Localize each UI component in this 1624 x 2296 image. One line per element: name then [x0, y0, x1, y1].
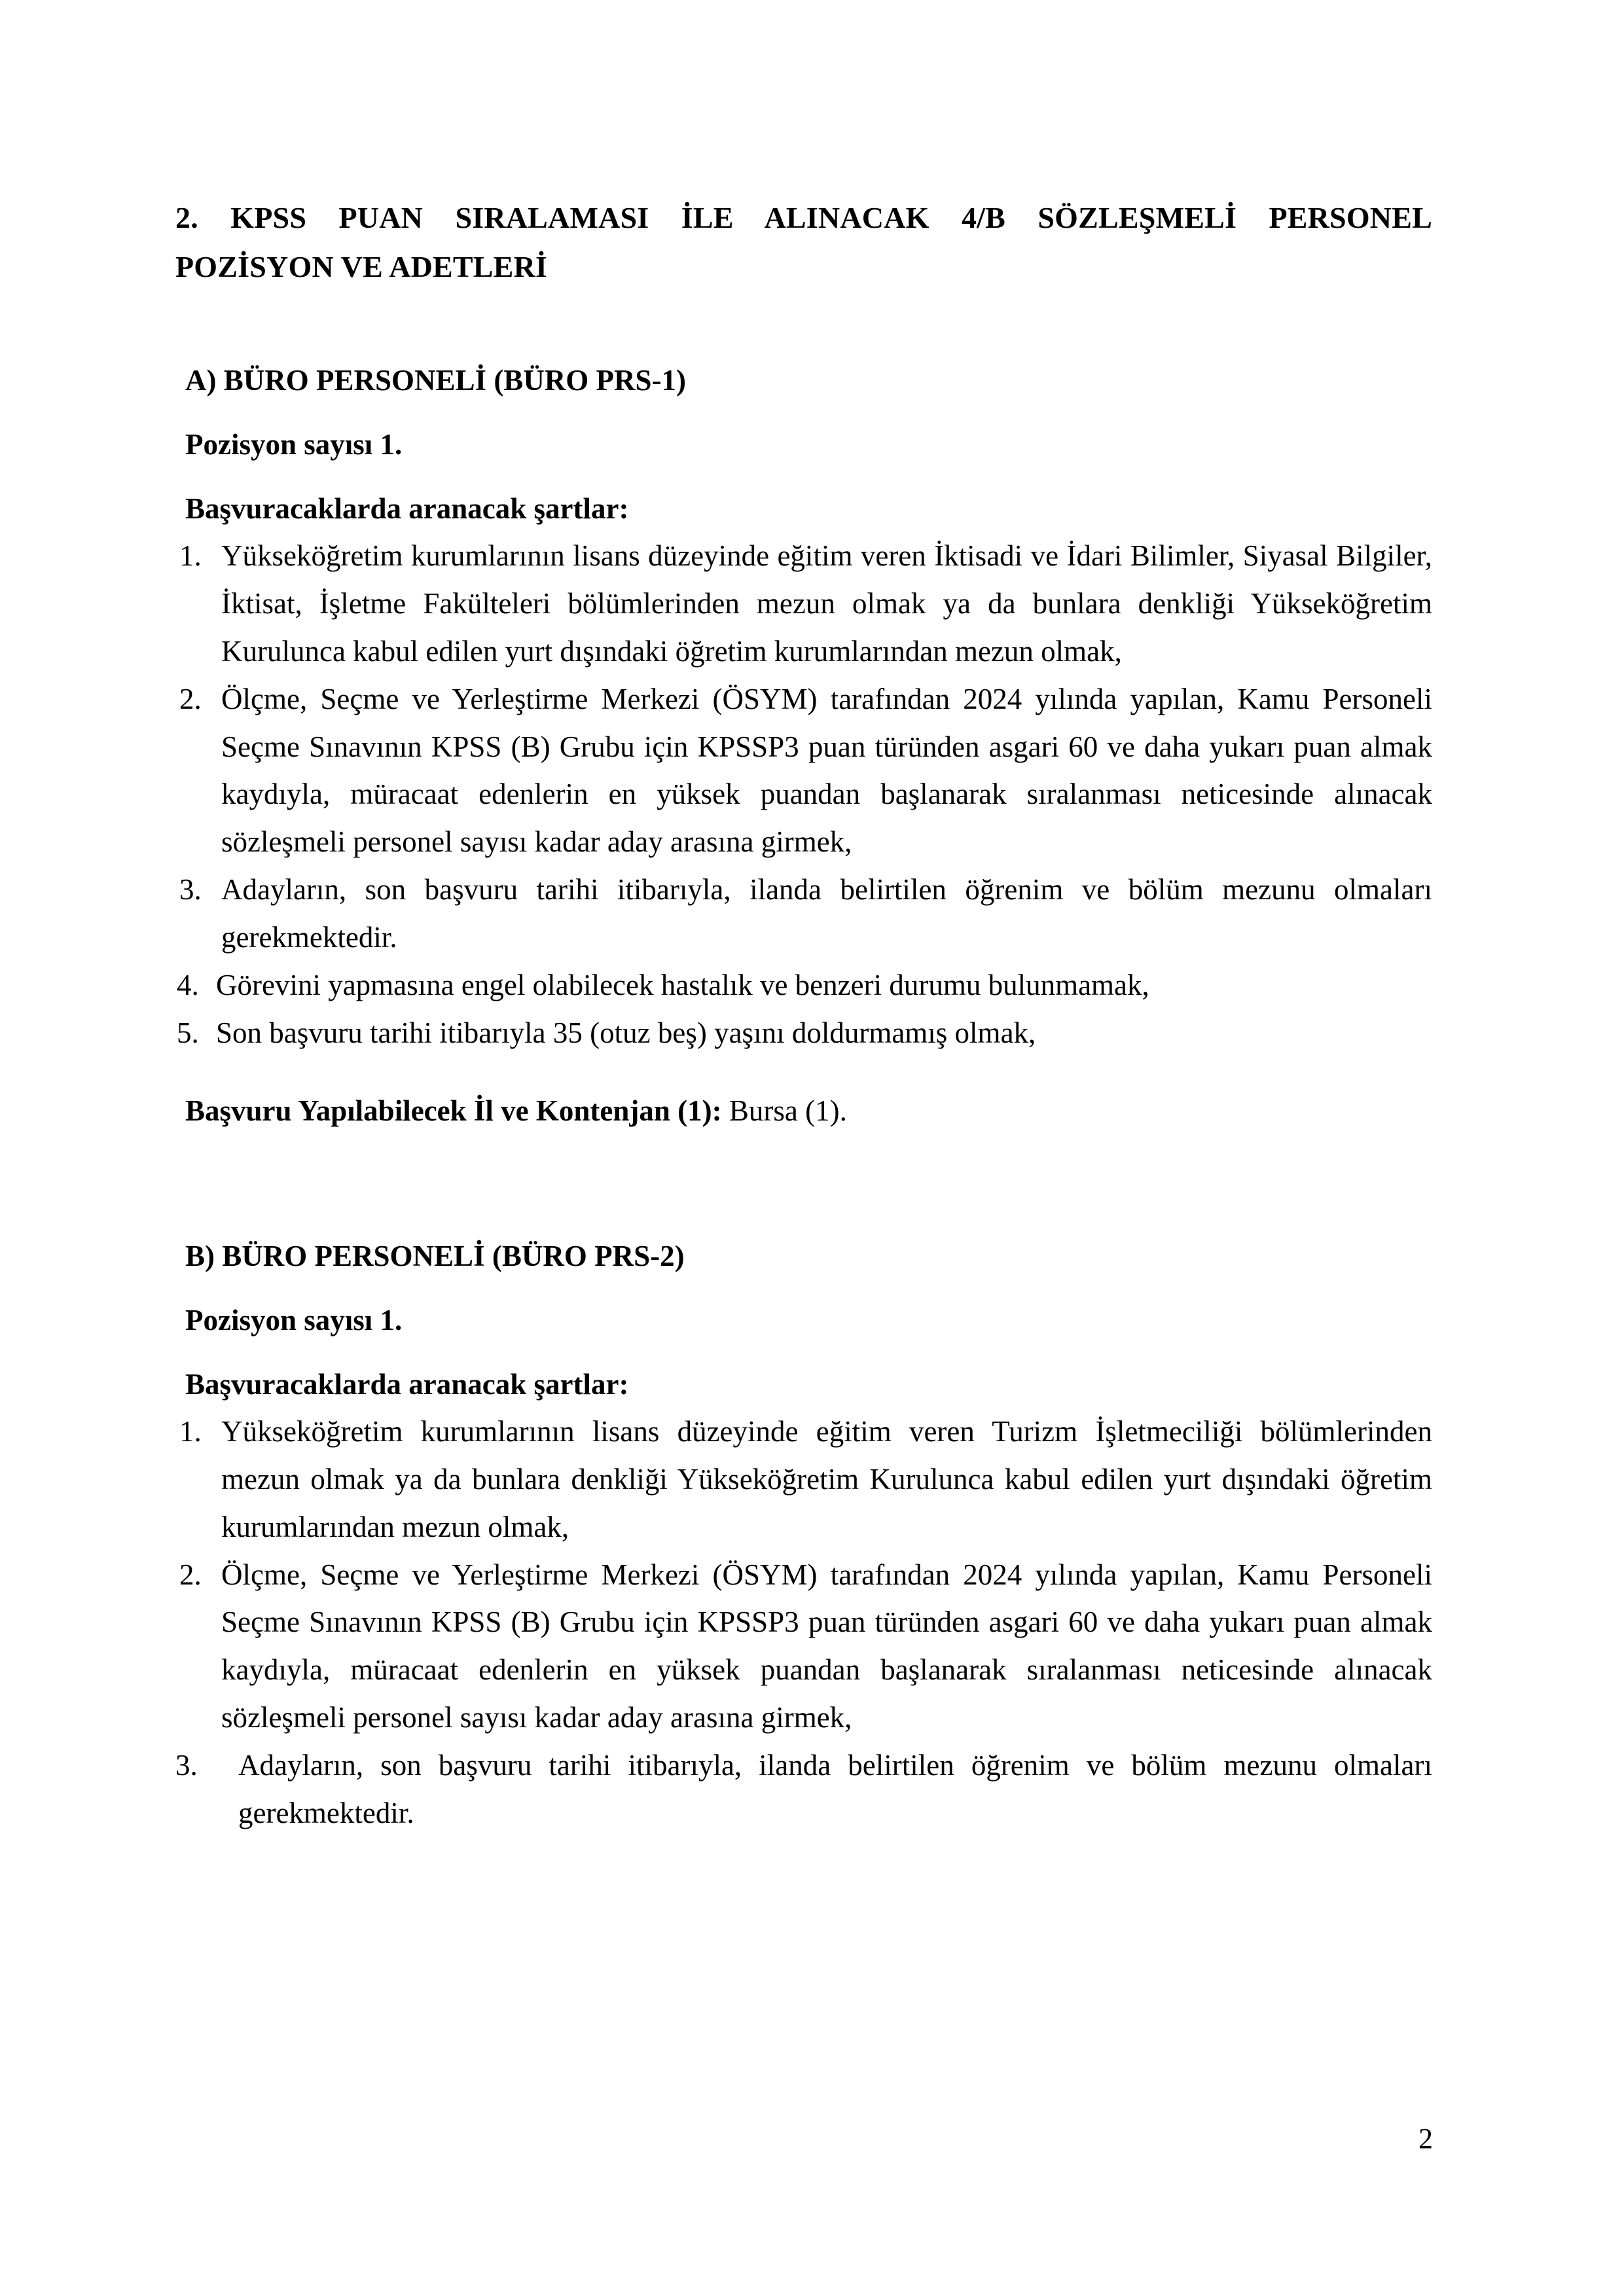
list-item-text: Ölçme, Seçme ve Yerleştirme Merkezi (ÖSYM) tarafından 2024 yılında yapılan, Kamu Personeli Seçme Sınavının KPSS (B) Grubu için KPSSP3 puan türünden asgari 60 ve daha yukarı puan almak kaydıyla, müracaat edenlerin en yüksek puandan başlanarak sıralanması neticesinde alınacak sözleşmeli personel sayısı kadar aday arasına girmek,	[221, 682, 1432, 859]
list-item	[175, 1009, 1432, 1057]
section-a-kontenjan	[175, 1087, 1432, 1134]
list-item	[175, 866, 1432, 961]
list-item-number: 1.	[179, 539, 202, 573]
section-b-heading: B) BÜRO PERSONELİ (BÜRO PRS-2)	[185, 1239, 685, 1272]
list-item-number: 1.	[179, 1414, 202, 1448]
section-b-conditions-list	[175, 1408, 1432, 1837]
page-title-line-1: 2. KPSS PUAN SIRALAMASI İLE ALINACAK 4/B SÖZLEŞMELİ PERSONEL	[175, 201, 1432, 234]
spacer	[175, 1057, 1432, 1087]
list-item-number: 3.	[179, 873, 202, 906]
spacer	[175, 1280, 1432, 1297]
section-buro-prs-2	[175, 1232, 1432, 1837]
kontenjan-value: Bursa (1).	[729, 1094, 847, 1127]
spacer	[175, 404, 1432, 421]
list-item-text: Yükseköğretim kurumlarının lisans düzeyinde eğitim veren İktisadi ve İdari Bilimler, Siyasal Bilgiler, İktisat, İşletme Fakülteleri bölümlerinden mezun olmak ya da bunlara denkliği Yükseköğretim Kurulunca kabul edilen yurt dışındaki öğretim kurumlarından mezun olmak,	[221, 539, 1432, 668]
page-title-line-2: POZİSYON VE ADETLERİ	[175, 249, 548, 283]
spacer	[175, 1134, 1432, 1232]
list-item	[175, 1408, 1432, 1551]
list-item-text: Son başvuru tarihi itibarıyla 35 (otuz beş) yaşını doldurmamış olmak,	[216, 1016, 1036, 1049]
list-item-text: Yükseköğretim kurumlarının lisans düzeyinde eğitim veren Turizm İşletmeciliği bölümlerinden mezun olmak ya da bunlara denkliği Yükseköğretim Kurulunca kabul edilen yurt dışındaki öğretim kurumlarından mezun olmak,	[221, 1414, 1432, 1543]
page-content	[175, 194, 1432, 1837]
list-item-number: 2.	[179, 1558, 202, 1591]
page-number: 2	[1418, 2123, 1433, 2155]
list-item	[175, 675, 1432, 867]
section-b-position-count: Pozisyon sayısı 1.	[185, 1303, 403, 1336]
list-item-number: 5.	[177, 1016, 199, 1049]
list-item-text: Görevini yapmasına engel olabilecek hastalık ve benzeri durumu bulunmamak,	[216, 969, 1149, 1002]
section-a-position-count: Pozisyon sayısı 1.	[185, 428, 403, 461]
section-a-requirements-label: Başvuracaklarda aranacak şartlar:	[185, 492, 629, 526]
list-item-text: Ölçme, Seçme ve Yerleştirme Merkezi (ÖSYM) tarafından 2024 yılında yapılan, Kamu Personeli Seçme Sınavının KPSS (B) Grubu için KPSSP3 puan türünden asgari 60 ve daha yukarı puan almak kaydıyla, müracaat edenlerin en yüksek puandan başlanarak sıralanması neticesinde alınacak sözleşmeli personel sayısı kadar aday arasına girmek,	[221, 1558, 1432, 1734]
section-buro-prs-1	[175, 357, 1432, 1134]
list-item-text: Adayların, son başvuru tarihi itibarıyla, ilanda belirtilen öğrenim ve bölüm mezunu olmaları gerekmektedir.	[238, 1749, 1432, 1829]
list-item	[175, 1551, 1432, 1742]
page-title	[175, 194, 1432, 291]
section-b-requirements-label: Başvuracaklarda aranacak şartlar:	[185, 1367, 629, 1401]
list-item-number: 3.	[175, 1749, 198, 1782]
section-a-heading: A) BÜRO PERSONELİ (BÜRO PRS-1)	[185, 364, 687, 397]
list-item	[175, 532, 1432, 675]
section-a-conditions-list	[175, 532, 1432, 1057]
spacer	[175, 291, 1432, 357]
list-item-number: 2.	[179, 682, 202, 715]
list-item-text: Adayların, son başvuru tarihi itibarıyla, ilanda belirtilen öğrenim ve bölüm mezunu olmaları gerekmektedir.	[221, 873, 1432, 954]
spacer	[175, 1344, 1432, 1361]
list-item-number: 4.	[177, 969, 199, 1002]
list-item	[175, 961, 1432, 1009]
list-item	[175, 1742, 1432, 1837]
kontenjan-label: Başvuru Yapılabilecek İl ve Kontenjan (1):	[185, 1094, 722, 1127]
spacer	[175, 468, 1432, 485]
